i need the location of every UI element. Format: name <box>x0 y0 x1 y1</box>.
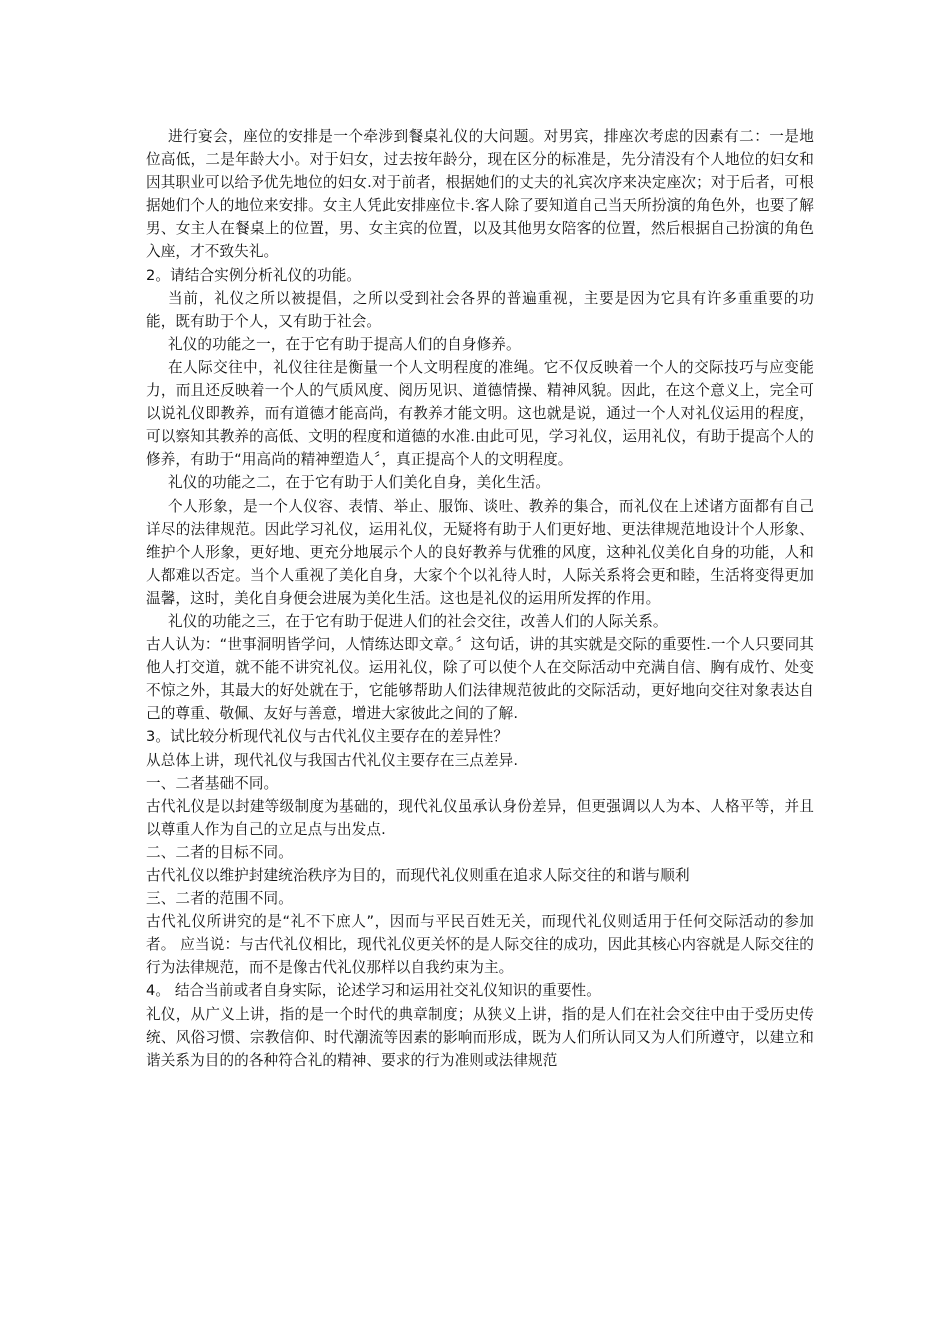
function-2-title: 礼仪的功能之二，在于它有助于人们美化自身，美化生活。 <box>168 474 551 492</box>
question-4-heading: 4。 结合当前或者自身实际，论述学习和运用社交礼仪知识的重要性。 <box>146 982 601 1000</box>
question-2-heading: 2。请结合实例分析礼仪的功能。 <box>146 266 362 284</box>
question-3-heading: 3。试比较分析现代礼仪与古代礼仪主要存在的差异性？ <box>146 728 509 746</box>
paragraph-banquet-seating: 进行宴会，座位的安排是一个牵涉到餐桌礼仪的大问题。对男宾，排座次考虑的因素有二：一是地位高低，二是年龄大小。对于妇女，过去按年龄分，现在区分的标准是，先分清没有个人地位的妇女和因其职业可以给予优先地位的妇女.对于前者，根据她们的丈夫的礼宾次序来决定座次；对于后者，可根据她们个人的地位来安排。女主人凭此安排座位卡.客人除了要知道自己当天所扮演的角色外，也要了解男、女主人在餐桌上的位置，男、女主宾的位置，以及其他男女陪客的位置，然后根据自己扮演的角色入座，才不致失礼。 <box>146 128 814 261</box>
paragraph-diff-intro: 从总体上讲，现代礼仪与我国古代礼仪主要存在三点差异. <box>146 751 519 769</box>
paragraph-diff-1-body: 古代礼仪是以封建等级制度为基础的，现代礼仪虽承认身份差异，但更强调以人为本、人格平等，并且以尊重人作为自己的立足点与出发点. <box>146 797 814 838</box>
paragraph-etiquette-definition: 礼仪，从广义上讲，指的是一个时代的典章制度；从狭义上讲，指的是人们在社会交往中由于受历史传统、风俗习惯、宗教信仰、时代潮流等因素的影响而形成，既为人们所认同又为人们所遵守，以建立和谐关系为目的的各种符合礼的精神、要求的行为准则或法律规范 <box>146 1005 814 1069</box>
paragraph-function-1-body: 在人际交往中，礼仪往往是衡量一个人文明程度的准绳。它不仅反映着一个人的交际技巧与应变能力，而且还反映着一个人的气质风度、阅历见识、道德情操、精神风貌。因此，在这个意义上，完全可以说礼仪即教养，而有道德才能高尚，有教养才能文明。这也就是说，通过一个人对礼仪运用的程度，可以察知其教养的高低、文明的程度和道德的水准.由此可见，学习礼仪，运用礼仪，有助于提高个人的修养，有助于“用高尚的精神塑造人〞，真正提高个人的文明程度。 <box>146 358 814 469</box>
diff-3-title: 三、二者的范围不同。 <box>146 890 293 908</box>
diff-1-title: 一、二者基础不同。 <box>146 774 279 792</box>
function-3-title: 礼仪的功能之三，在于它有助于促进人们的社会交往，改善人们的人际关系。 <box>168 612 668 630</box>
paragraph-function-3-body: 古人认为：“世事洞明皆学问，人情练达即文章。〞这句话，讲的其实就是交际的重要性.一个人只要同其他人打交道，就不能不讲究礼仪。运用礼仪，除了可以使个人在交际活动中充满自信、胸有成竹、处变不惊之外，其最大的好处就在于，它能够帮助人们法律规范彼此的交际活动，更好地向交往对象表达自己的尊重、敬佩、友好与善意，增进大家彼此之间的了解. <box>146 636 814 723</box>
paragraph-diff-2-body: 古代礼仪以维护封建统治秩序为目的，而现代礼仪则重在追求人际交往的和谐与顺利 <box>146 867 690 884</box>
paragraph-function-2-body: 个人形象，是一个人仪容、表情、举止、服饰、谈吐、教养的集合，而礼仪在上述诸方面都有自己详尽的法律规范。因此学习礼仪，运用礼仪，无疑将有助于人们更好地、更法律规范地设计个人形象、维护个人形象，更好地、更充分地展示个人的良好教养与优雅的风度，这种礼仪美化自身的功能，人和人都难以否定。当个人重视了美化自身，大家个个以礼待人时，人际关系将会更和睦，生活将变得更加温馨，这时，美化自身便会进展为美化生活。这也是礼仪的运用所发挥的作用。 <box>146 497 814 607</box>
paragraph-diff-3-body: 古代礼仪所讲究的是“礼不下庶人”，因而与平民百姓无关，而现代礼仪则适用于任何交际活动的参加者。 应当说：与古代礼仪相比，现代礼仪更关怀的是人际交往的成功，因此其核心内容就是人际交往的行为法律规范，而不是像古代礼仪那样以自我约束为主。 <box>146 913 814 977</box>
document-page <box>146 125 814 1072</box>
function-1-title: 礼仪的功能之一，在于它有助于提高人们的自身修养。 <box>168 335 521 353</box>
paragraph-functions-intro: 当前，礼仪之所以被提倡，之所以受到社会各界的普遍重视，主要是因为它具有许多重重要的功能，既有助于个人，又有助于社会。 <box>146 289 814 330</box>
diff-2-title: 二、二者的目标不同。 <box>146 843 293 861</box>
